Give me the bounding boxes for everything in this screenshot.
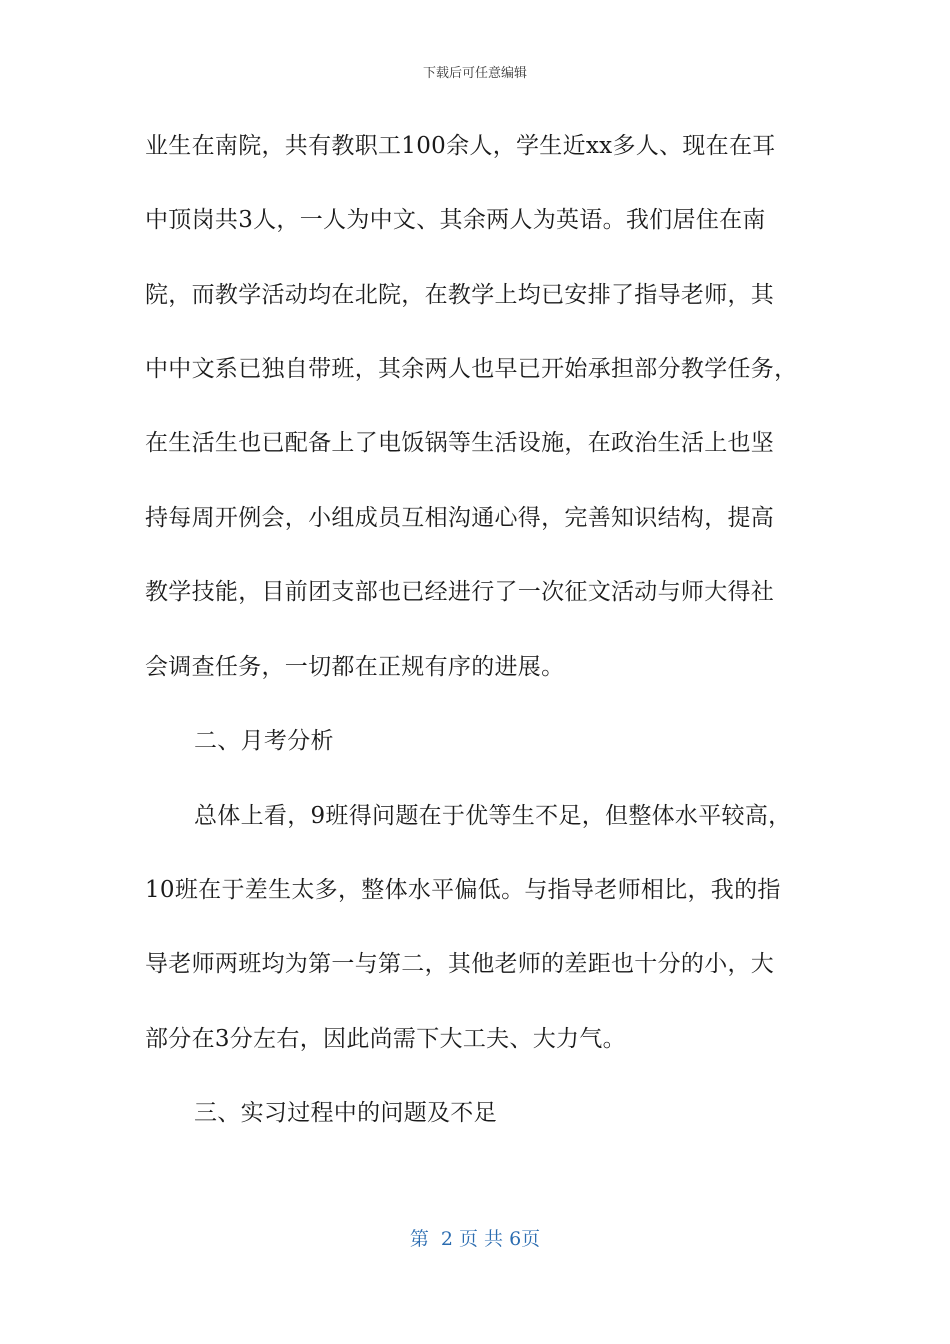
body-line: 教学技能，目前团支部也已经进行了一次征文活动与师大得社	[145, 579, 775, 605]
body-line: 导老师两班均为第一与第二，其他老师的差距也十分的小，大	[145, 951, 775, 977]
body-line: 中顶岗共3人，一人为中文、其余两人为英语。我们居住在南	[145, 207, 766, 233]
page-header: 下载后可任意编辑	[422, 66, 527, 81]
body-line: 中中文系已独自带班，其余两人也早已开始承担部分教学任务，	[145, 356, 798, 382]
body-line: 业生在南院，共有教职工100余人，学生近xx多人、现在在耳	[145, 133, 776, 159]
page-footer: 第 2 页 共 6页	[409, 1228, 541, 1250]
section-heading-2: 二、月考分析	[194, 728, 334, 754]
body-line: 持每周开例会，小组成员互相沟通心得，完善知识结构，提高	[145, 505, 775, 531]
body-line: 会调查任务，一切都在正规有序的进展。	[145, 654, 565, 680]
body-line: 部分在3分左右，因此尚需下大工夫、大力气。	[145, 1026, 626, 1052]
body-line: 在生活生也已配备上了电饭锅等生活设施，在政治生活上也坚	[145, 430, 775, 456]
body-line: 总体上看，9班得问题在于优等生不足，但整体水平较高，	[194, 803, 792, 829]
section-heading-3: 三、实习过程中的问题及不足	[194, 1100, 497, 1126]
body-line: 10班在于差生太多，整体水平偏低。与指导老师相比，我的指	[145, 877, 781, 903]
body-line: 院，而教学活动均在北院，在教学上均已安排了指导老师，其	[145, 282, 775, 308]
